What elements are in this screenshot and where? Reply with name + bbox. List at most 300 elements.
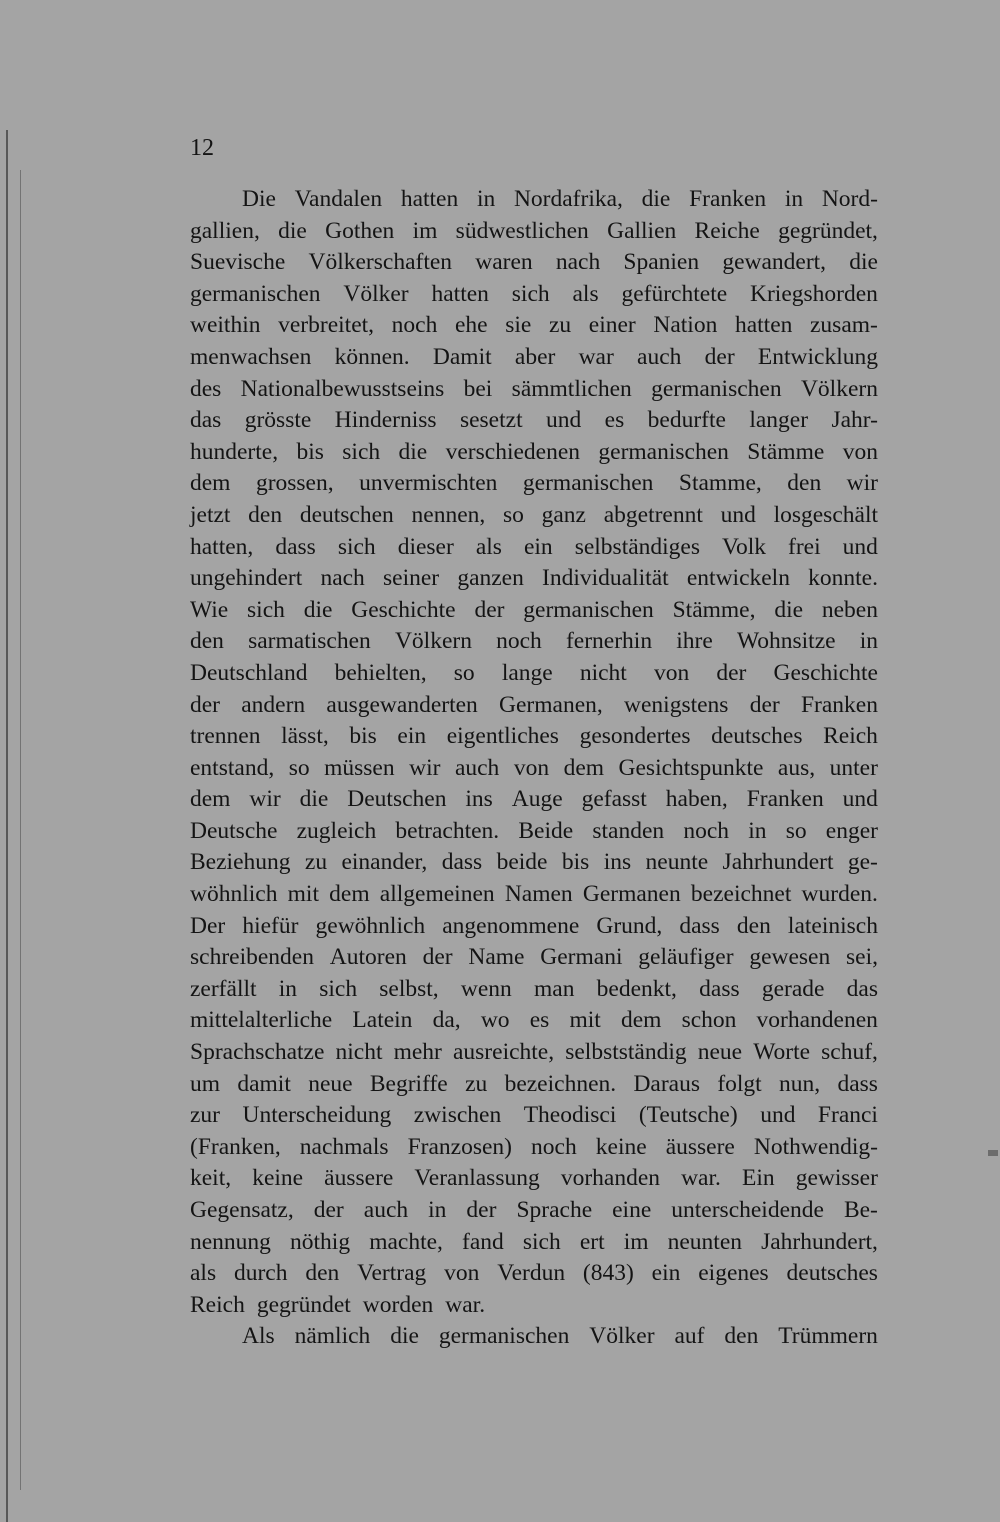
- word: keine: [252, 1165, 304, 1192]
- word: unvermischten: [359, 470, 498, 497]
- word: nicht: [335, 1039, 383, 1066]
- text-line: [190, 468, 878, 500]
- word: unterscheidende: [671, 1197, 824, 1223]
- word: trennen: [190, 723, 261, 750]
- word: Deutschen: [347, 786, 447, 813]
- word: Reich: [823, 723, 878, 750]
- word: von: [653, 659, 690, 686]
- word: waren: [475, 249, 533, 276]
- word: aus,: [777, 754, 816, 781]
- word: Autoren: [329, 944, 407, 971]
- text-line: [190, 500, 878, 532]
- word: Jahrhundert,: [761, 1228, 878, 1255]
- word: auch: [363, 1197, 409, 1223]
- word: beide: [496, 849, 548, 876]
- word: auch: [637, 343, 682, 370]
- word: neue: [308, 1070, 353, 1097]
- word: verschiedenen: [445, 438, 581, 465]
- word: wir: [846, 470, 878, 497]
- text-line: [190, 184, 878, 216]
- word: der: [474, 596, 505, 623]
- word: aber: [514, 343, 556, 370]
- word: Deutsche: [190, 817, 278, 844]
- word: neunten: [667, 1228, 743, 1255]
- word: noch: [496, 628, 542, 655]
- word: fernerhin: [565, 628, 653, 655]
- text-line: [190, 1227, 878, 1259]
- word: ganz: [541, 501, 586, 528]
- word: sich: [511, 280, 550, 307]
- word: den: [736, 912, 771, 939]
- word: die: [774, 596, 804, 623]
- word: Stämme: [747, 438, 825, 465]
- word: Reiche: [694, 217, 760, 244]
- word: bis: [349, 723, 377, 750]
- word: Sprache: [516, 1197, 593, 1223]
- word: auch: [454, 754, 500, 781]
- word: den: [787, 470, 822, 497]
- word: Franken: [800, 691, 878, 718]
- word: da,: [432, 1007, 461, 1034]
- word: Unterscheidung: [242, 1102, 392, 1129]
- word: (843): [582, 1260, 634, 1287]
- word: Latein: [352, 1007, 413, 1034]
- word: schreibenden: [190, 944, 314, 971]
- word: im: [623, 1228, 649, 1255]
- word: es: [604, 407, 625, 434]
- word: lange: [501, 659, 553, 686]
- word: seiner: [383, 565, 440, 592]
- word: wenigstens: [624, 691, 729, 718]
- word: Franken: [689, 186, 767, 212]
- word: ausgewanderten: [326, 691, 478, 718]
- word: keine: [595, 1133, 647, 1160]
- word: bedurfte: [647, 407, 726, 434]
- word: in: [784, 186, 804, 212]
- word: den: [190, 628, 224, 655]
- word: den: [724, 1323, 759, 1350]
- word: fand: [462, 1228, 504, 1255]
- word: und: [546, 407, 582, 434]
- word: können.: [334, 343, 410, 370]
- word: sich: [247, 596, 285, 623]
- word: Völker: [343, 280, 409, 307]
- word: germanischen: [438, 1323, 570, 1350]
- word: ein: [523, 533, 553, 560]
- word: lässt,: [281, 723, 329, 750]
- word: machte,: [369, 1228, 443, 1255]
- word: sesetzt: [459, 407, 523, 434]
- word: Beide: [518, 817, 574, 844]
- word: zusam-: [810, 312, 878, 339]
- text-line: [190, 690, 878, 722]
- word: entstand,: [190, 754, 275, 781]
- word: man: [534, 975, 575, 1002]
- word: wöhnlich: [190, 881, 278, 908]
- text-line: [190, 216, 878, 248]
- word: Völkerschaften: [308, 249, 453, 276]
- word: Deutschland: [190, 659, 308, 686]
- word: Theodisci: [523, 1102, 617, 1129]
- word: Volk: [722, 533, 767, 560]
- word: der: [704, 343, 735, 370]
- word: enger: [825, 817, 878, 844]
- word: bezeichnet: [690, 881, 792, 908]
- text-line: [190, 532, 878, 564]
- word: die: [398, 438, 428, 465]
- text-line: [190, 247, 878, 279]
- word: zerfällt: [190, 975, 257, 1002]
- word: hatten: [734, 312, 793, 339]
- word: hatten: [431, 280, 489, 307]
- word: dass: [679, 912, 720, 939]
- word: hunderte,: [190, 438, 279, 465]
- word: ausreichte,: [452, 1039, 555, 1066]
- word: der: [190, 691, 221, 718]
- text-line: [190, 437, 878, 469]
- word: bis: [561, 849, 590, 876]
- word: (Franken,: [190, 1133, 281, 1160]
- word: Franzosen): [407, 1133, 512, 1160]
- word: der: [716, 659, 747, 686]
- word: Ein: [741, 1165, 775, 1192]
- word: und: [760, 1102, 796, 1129]
- word: Begriffe: [369, 1070, 448, 1097]
- word: dem: [190, 786, 231, 813]
- word: Nationalbewusstseins: [240, 375, 445, 402]
- word: war: [578, 343, 614, 370]
- word: mit: [287, 881, 319, 908]
- word: dass: [441, 849, 483, 876]
- word: deutsches: [786, 1260, 878, 1287]
- text-line: [190, 753, 878, 785]
- word: folgt: [717, 1070, 762, 1097]
- word: Suevische: [190, 249, 286, 276]
- word: so: [785, 817, 807, 844]
- word: geläufiger: [638, 944, 734, 971]
- word: sich: [319, 975, 358, 1002]
- word: Kriegshorden: [750, 280, 878, 307]
- word: wurden.: [801, 881, 878, 908]
- word: zu: [548, 312, 572, 339]
- word: Spanien: [623, 249, 700, 276]
- word: selbständiges: [574, 533, 701, 560]
- word: sich: [342, 438, 381, 465]
- word: hatten: [400, 186, 459, 212]
- word: das: [190, 407, 222, 434]
- word: es: [529, 1007, 550, 1034]
- text-line: [190, 1069, 878, 1101]
- word: gewöhnlich: [315, 912, 426, 939]
- word: keit,: [190, 1165, 232, 1192]
- word: Völker: [589, 1323, 655, 1350]
- word: ert: [579, 1228, 605, 1255]
- word: Damit: [432, 343, 492, 370]
- word: mehr: [393, 1039, 442, 1066]
- word: bedenkt,: [596, 975, 677, 1002]
- word: nicht: [579, 659, 627, 686]
- word: dem: [190, 470, 231, 497]
- word: Völkern: [800, 375, 878, 402]
- word: neunte: [645, 849, 709, 876]
- word: Stämme,: [672, 596, 756, 623]
- word: bezeichnen.: [504, 1070, 617, 1097]
- word: Nothwendig-: [753, 1133, 878, 1160]
- word: Germanen,: [499, 691, 603, 718]
- word: Daraus: [633, 1070, 700, 1097]
- word: gerade: [761, 975, 825, 1002]
- word: damit: [237, 1070, 291, 1097]
- word: Jahrhundert: [722, 849, 834, 876]
- word: die: [299, 786, 329, 813]
- word: Wie: [190, 596, 229, 623]
- word: selbst,: [379, 975, 439, 1002]
- word: Auge: [511, 786, 563, 813]
- word: germanischen: [522, 470, 654, 497]
- body-text: [190, 184, 878, 1353]
- word: und: [720, 501, 756, 528]
- word: dass: [699, 975, 740, 1002]
- word: Trümmern: [778, 1323, 878, 1350]
- word: Verdun: [497, 1260, 566, 1287]
- text-line: [190, 1290, 878, 1322]
- word: und: [842, 786, 878, 813]
- word: Vertrag: [357, 1260, 427, 1287]
- word: gewesen: [749, 944, 831, 971]
- word: Stamme,: [678, 470, 762, 497]
- word: selbstständig: [565, 1039, 687, 1066]
- word: südwestlichen: [455, 217, 589, 244]
- word: als: [572, 280, 599, 307]
- word: Sprachschatze: [190, 1039, 325, 1066]
- word: Der: [190, 912, 226, 939]
- left-scan-edge: [6, 130, 8, 1522]
- word: nach: [320, 565, 365, 592]
- word: zwischen: [413, 1102, 502, 1129]
- word: nach: [555, 249, 601, 276]
- word: Die: [242, 186, 276, 212]
- word: nachmals: [299, 1133, 389, 1160]
- word: ehe: [454, 312, 488, 339]
- word: Name: [468, 944, 525, 971]
- word: gesondertes: [579, 723, 691, 750]
- word: Hinderniss: [334, 407, 437, 434]
- word: germanischen: [523, 596, 654, 623]
- word: frei: [788, 533, 821, 560]
- word: Gegensatz,: [190, 1197, 294, 1223]
- text-line: [190, 942, 878, 974]
- text-line: [190, 1100, 878, 1132]
- word: abgetrennt: [603, 501, 703, 528]
- word: Namen: [504, 881, 573, 908]
- word: Nation: [653, 312, 718, 339]
- word: so: [453, 659, 475, 686]
- word: ein: [651, 1260, 681, 1287]
- word: Geschichte: [351, 596, 456, 623]
- word: deutsches: [711, 723, 803, 750]
- word: der: [422, 944, 453, 971]
- word: zugleich: [296, 817, 377, 844]
- word: der: [466, 1197, 497, 1223]
- word: losgeschält: [773, 501, 878, 528]
- text-line: [190, 974, 878, 1006]
- word: nämlich: [294, 1323, 371, 1350]
- word: dass: [837, 1070, 878, 1097]
- page-number: 12: [190, 135, 214, 161]
- word: standen: [592, 817, 665, 844]
- word: in: [278, 975, 298, 1002]
- word: die: [849, 249, 878, 276]
- word: germanischen: [651, 375, 782, 402]
- word: Germanen: [582, 881, 681, 908]
- word: die: [390, 1323, 419, 1350]
- text-line: [190, 847, 878, 879]
- word: bei: [463, 375, 493, 402]
- word: in: [476, 186, 496, 212]
- text-line: [190, 310, 878, 342]
- word: sich: [522, 1228, 561, 1255]
- word: jetzt: [190, 501, 231, 528]
- word: dem: [329, 881, 370, 908]
- word: Gallien: [607, 217, 677, 244]
- word: dieser: [397, 533, 454, 560]
- word: neben: [821, 596, 878, 623]
- word: einer: [588, 312, 636, 339]
- word: war.: [445, 1291, 486, 1318]
- word: eine: [612, 1197, 652, 1223]
- word: wir: [249, 786, 281, 813]
- text-line: [190, 721, 878, 753]
- word: des: [190, 375, 222, 402]
- word: noch: [391, 312, 438, 339]
- word: um: [190, 1070, 221, 1097]
- word: wir: [409, 754, 441, 781]
- word: die: [641, 186, 671, 212]
- word: auf: [674, 1323, 705, 1350]
- left-scan-edge-inner: [20, 170, 21, 1490]
- word: einander,: [341, 849, 428, 876]
- text-line: [190, 1195, 878, 1227]
- word: das: [846, 975, 878, 1002]
- word: gewisser: [795, 1165, 878, 1192]
- word: ungehindert: [190, 565, 303, 592]
- word: die: [303, 596, 333, 623]
- word: Grund,: [596, 912, 663, 939]
- text-line: [190, 595, 878, 627]
- word: von: [513, 754, 550, 781]
- word: äussere: [324, 1165, 394, 1192]
- word: grösste: [244, 407, 312, 434]
- word: in: [748, 817, 767, 844]
- word: Entwicklung: [757, 343, 878, 370]
- word: Geschichte: [773, 659, 878, 686]
- word: Reich: [190, 1291, 245, 1318]
- word: durch: [233, 1260, 288, 1287]
- word: von: [444, 1260, 480, 1287]
- word: die: [278, 217, 307, 244]
- word: konnte.: [808, 565, 878, 592]
- word: Völkern: [394, 628, 472, 655]
- word: müssen: [324, 754, 395, 781]
- word: von: [842, 438, 878, 465]
- right-scan-mark: [988, 1150, 998, 1156]
- word: als: [475, 533, 502, 560]
- text-line: [190, 279, 878, 311]
- word: germanischen: [598, 438, 729, 465]
- word: Individualität: [542, 565, 669, 592]
- text-line: [190, 1258, 878, 1290]
- word: ins: [603, 849, 632, 876]
- word: Franken: [746, 786, 824, 813]
- word: den: [248, 501, 283, 528]
- word: betrachten.: [395, 817, 500, 844]
- word: im: [412, 217, 438, 244]
- word: den: [305, 1260, 340, 1287]
- word: sämmtlichen: [511, 375, 632, 402]
- word: angenommene: [442, 912, 580, 939]
- word: Germani: [540, 944, 623, 971]
- text-line: [190, 1163, 878, 1195]
- word: gewandert,: [722, 249, 827, 276]
- word: gegründet: [256, 1291, 351, 1318]
- text-line: [190, 626, 878, 658]
- word: Als: [242, 1323, 275, 1350]
- text-line: [190, 1005, 878, 1037]
- word: war.: [681, 1165, 721, 1192]
- text-line: [190, 1321, 878, 1353]
- word: noch: [531, 1133, 577, 1160]
- word: mit: [569, 1007, 601, 1034]
- word: wenn: [460, 975, 512, 1002]
- word: Franci: [817, 1102, 878, 1129]
- text-line: [190, 879, 878, 911]
- text-line: [190, 374, 878, 406]
- word: Gesichtspunkte: [618, 754, 764, 781]
- word: verbreitet,: [278, 312, 375, 339]
- word: Gothen: [325, 217, 395, 244]
- word: Vandalen: [294, 186, 383, 212]
- word: schon: [681, 1007, 737, 1034]
- text-line: [190, 1132, 878, 1164]
- word: germanischen: [190, 280, 321, 307]
- word: weithin: [190, 312, 261, 339]
- text-line: [190, 658, 878, 690]
- word: mittelalterliche: [190, 1007, 333, 1034]
- word: gegründet,: [778, 217, 878, 244]
- text-line: [190, 911, 878, 943]
- word: entwickeln: [686, 565, 790, 592]
- word: vorhandenen: [756, 1007, 878, 1034]
- word: nun,: [779, 1070, 821, 1097]
- word: noch: [683, 817, 730, 844]
- word: so: [288, 754, 310, 781]
- word: sie: [505, 312, 532, 339]
- word: ge-: [847, 849, 878, 876]
- word: zur: [190, 1102, 221, 1129]
- text-line: [190, 816, 878, 848]
- text-line: [190, 563, 878, 595]
- word: vorhanden: [560, 1165, 660, 1192]
- word: ganzen: [457, 565, 524, 592]
- word: Worte: [753, 1039, 811, 1066]
- word: sei,: [846, 944, 878, 971]
- word: deutschen: [299, 501, 394, 528]
- word: eigentliches: [446, 723, 559, 750]
- word: der: [749, 691, 780, 718]
- word: lateinisch: [787, 912, 878, 939]
- word: menwachsen: [190, 343, 312, 370]
- word: nennen,: [411, 501, 486, 528]
